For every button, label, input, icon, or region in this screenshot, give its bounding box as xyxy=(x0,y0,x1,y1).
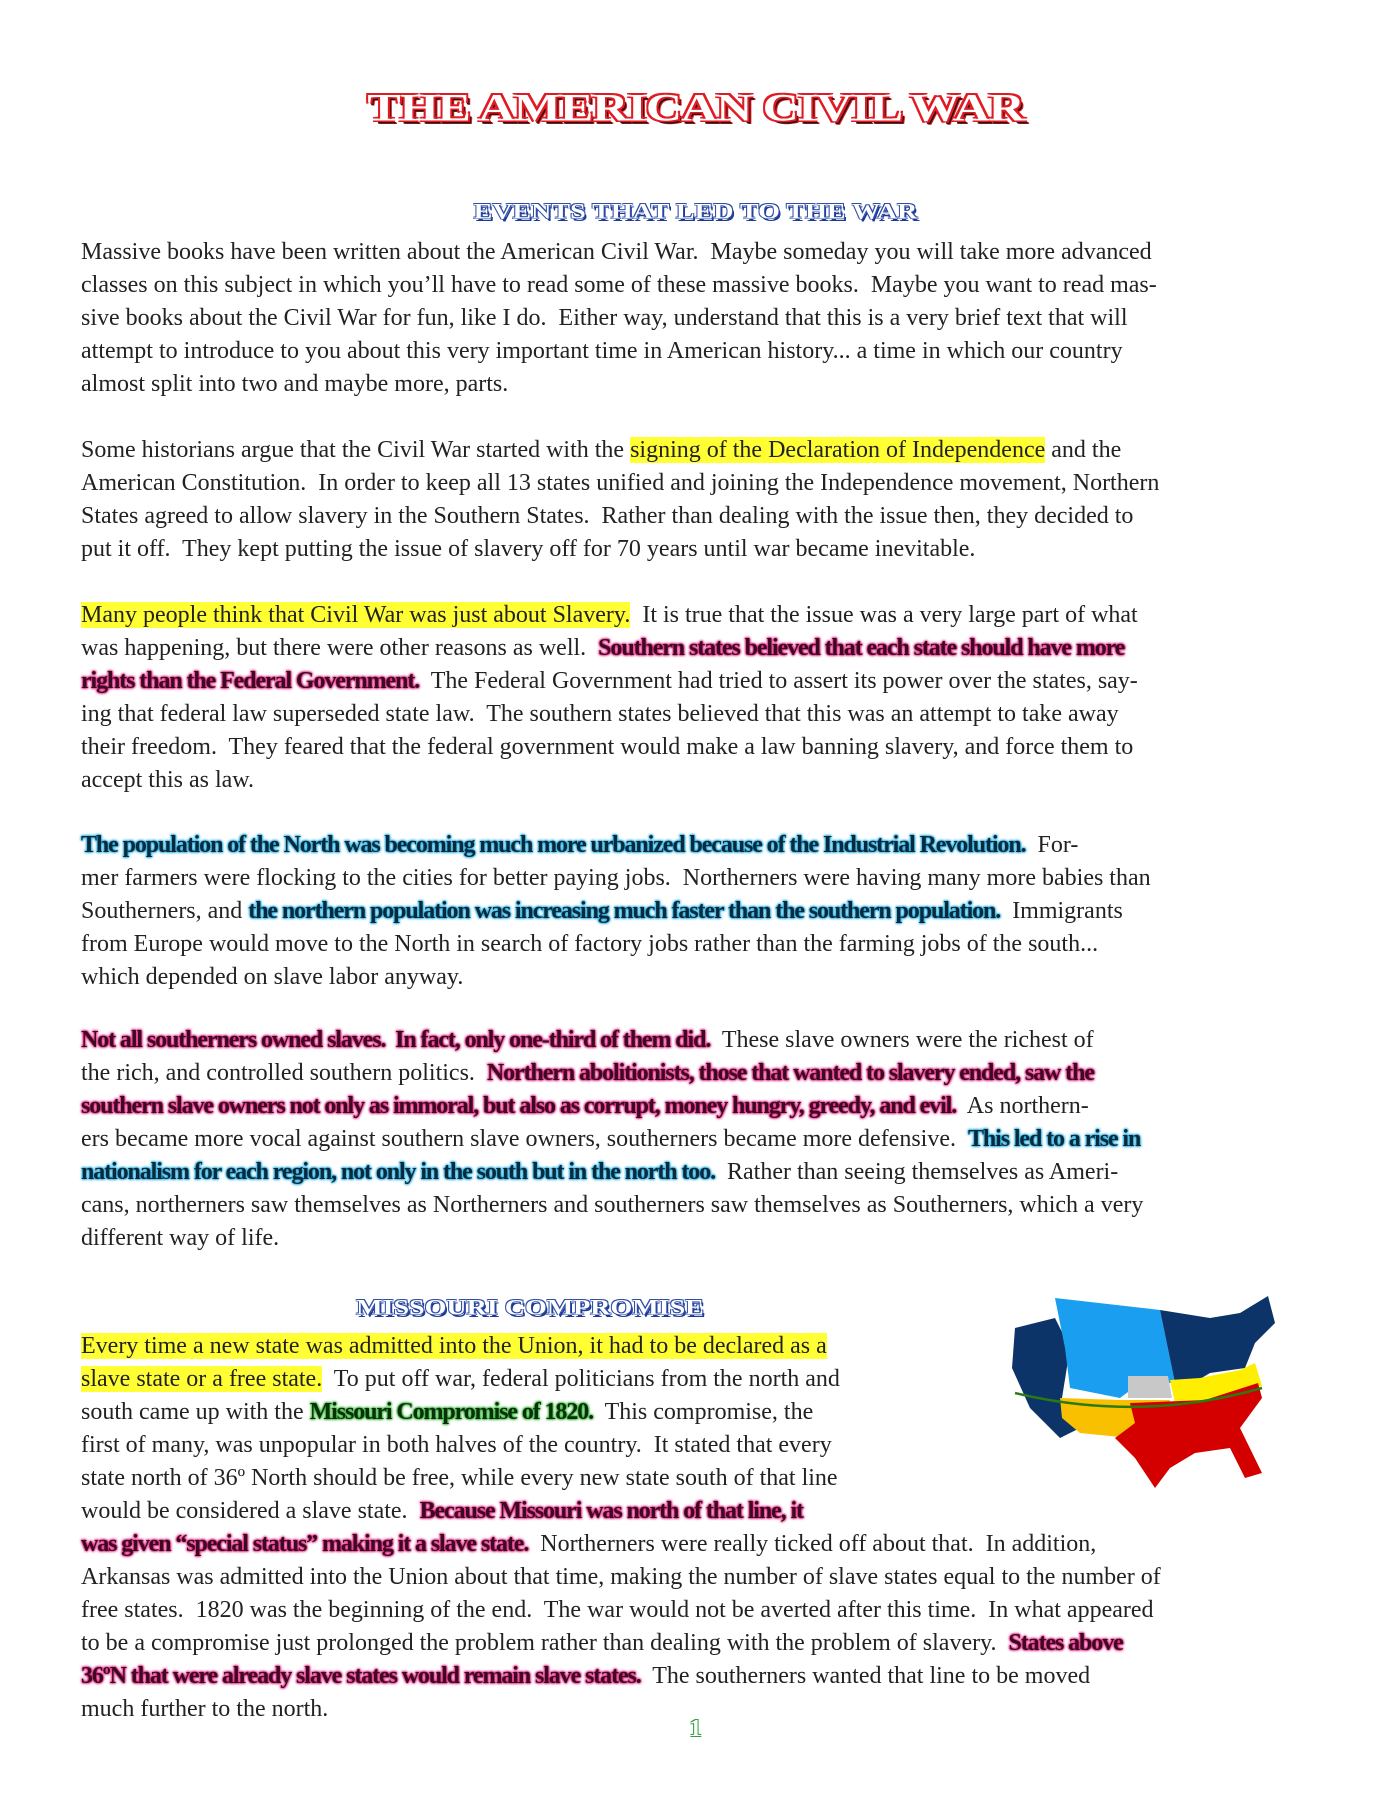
highlighted-text: States above 36ºN that were already slave states would remain slave states. xyxy=(81,1630,1123,1689)
section-heading-events: EVENTS THAT LED TO THE WAR xyxy=(473,199,918,224)
text-run: For- mer farmers were flocking to the cities for better paying jobs. Northerners were having many more babies than Southerners, and xyxy=(81,832,1151,924)
text-run: To put off war, federal politicians from the north and south came up with the xyxy=(81,1366,840,1425)
text-run: Immigrants from Europe would move to the North in search of factory jobs rather than the farming jobs of the south... which depended on slave labor anyway. xyxy=(81,898,1123,990)
text-run: Massive books have been written about the American Civil War. Maybe someday you will take more advanced classes on this subject in which you’ll have to read some of these massive books. Maybe you want to read mas- sive books about the Civil War for fun, like I do. Either way, understand that this is a very brief text that will attempt to introduce to you about this very important time in American history... a time in which our country almost split into two and maybe more, parts. xyxy=(81,239,1157,397)
text-run: This compromise, the first of many, was unpopular in both halves of the country. It stated that every state north of 36º North should be free, while every new state south of that line would be considered a slave state. xyxy=(81,1399,838,1524)
highlighted-text: The population of the North was becoming much more urbanized because of the Industrial Revolution. xyxy=(81,832,1026,858)
us-map-missouri-compromise-image xyxy=(1000,1288,1320,1488)
text-run: The Federal Government had tried to assert its power over the states, say- ing that federal law superseded state law. The southern states believed that this was an attempt to take away their freedom. They feared that the federal government would make a law banning slavery, and force them to accept this as law. xyxy=(81,668,1138,793)
highlighted-text: Northern abolitionists, those that wanted to slavery ended, saw the southern slave owners not only as immoral, but also as corrupt, money hungry, greedy, and evil. xyxy=(81,1060,1094,1119)
section-heading-missouri: MISSOURI COMPROMISE xyxy=(356,1295,704,1320)
highlighted-text: the northern population was increasing much faster than the southern population. xyxy=(248,898,1001,924)
text-run: Rather than seeing themselves as Ameri- cans, northerners saw themselves as Northerners and southerners saw themselves as Southerners, which a very different way of life. xyxy=(81,1159,1144,1251)
paragraph xyxy=(81,236,1157,401)
paragraph xyxy=(81,599,1138,797)
highlighted-text: Every time a new state was admitted into the Union, it had to be declared as a slave state or a free state. xyxy=(81,1333,827,1392)
text-run: The southerners wanted that line to be moved much further to the north. xyxy=(81,1663,1091,1722)
paragraph xyxy=(81,434,1159,566)
text-run: It is true that the issue was a very large part of what was happening, but there were other reasons as well. xyxy=(81,602,1138,661)
highlighted-text: Missouri Compromise of 1820. xyxy=(309,1399,594,1425)
highlighted-text: Not all southerners owned slaves. In fact, only one-third of them did. xyxy=(81,1027,711,1053)
paragraph xyxy=(81,1330,1161,1726)
map-region-kansas xyxy=(1128,1376,1172,1398)
text-run: These slave owners were the richest of the rich, and controlled southern politics. xyxy=(81,1027,1094,1086)
highlighted-text: This led to a rise in nationalism for each region, not only in the south but in the north too. xyxy=(81,1126,1141,1185)
page-title: THE AMERICAN CIVIL WAR xyxy=(367,85,1024,129)
paragraph xyxy=(81,829,1151,994)
highlighted-text: Because Missouri was north of that line, it was given “special status” making it a slave state. xyxy=(81,1498,803,1557)
text-run: Northerners were really ticked off about that. In addition, Arkansas was admitted into the Union about that time, making the number of slave states equal to the number of free states. 1820 was the beginning of the end. The war would not be averted after this time. In what appeared to be a compromise just prolonged the problem rather than dealing with the problem of slavery. xyxy=(81,1531,1161,1656)
text-run: As northern- ers became more vocal against southern slave owners, southerners became more defensive. xyxy=(81,1093,1089,1152)
text-run: and the American Constitution. In order to keep all 13 states unified and joining the Independence movement, Northern States agreed to allow slavery in the Southern States. Rather than dealing with the issue then, they decided to put it off. They kept putting the issue of slavery off for 70 years until war became inevitable. xyxy=(81,437,1160,562)
highlighted-text: Southern states believed that each state should have more rights than the Federal Government. xyxy=(81,635,1125,694)
highlighted-text: signing of the Declaration of Independence xyxy=(630,437,1046,463)
text-run: Some historians argue that the Civil War started with the xyxy=(81,437,631,463)
paragraph xyxy=(81,1024,1143,1255)
page-number: 1 xyxy=(689,1716,702,1742)
highlighted-text: Many people think that Civil War was just about Slavery. xyxy=(81,602,631,628)
